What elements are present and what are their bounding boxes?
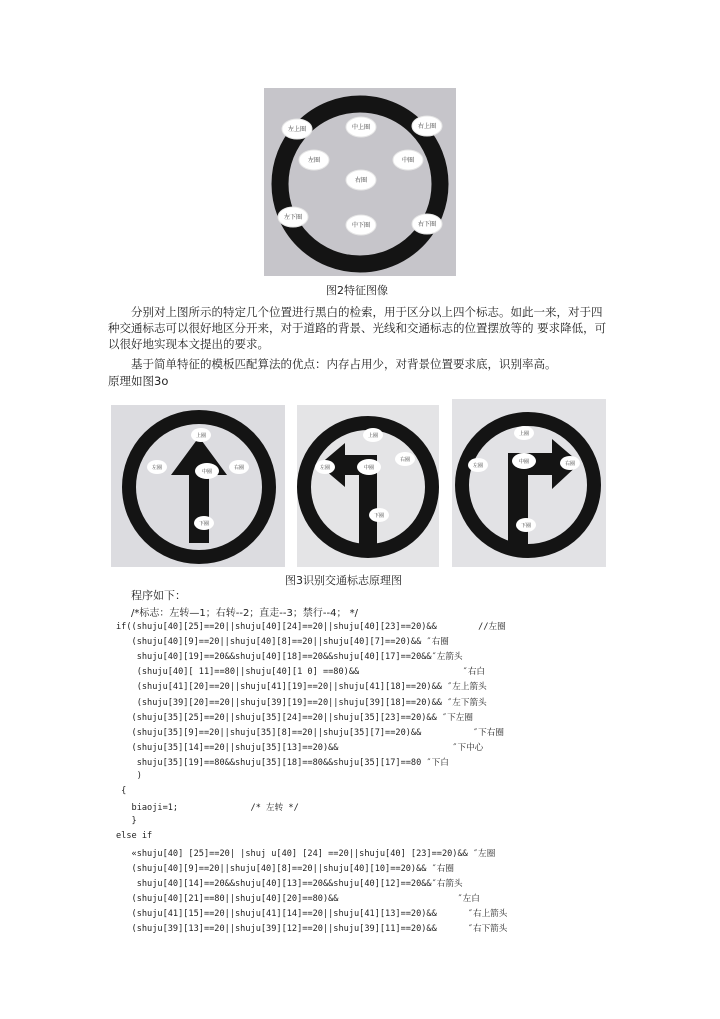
code-line: }	[116, 816, 137, 827]
figure-3-label: 右圈	[233, 465, 245, 471]
figure-3-label: 中圈	[201, 469, 213, 475]
code-line: (shuju[41][20]==20||shuju[41][19]==20||shuju[41][18]==20)&& ″左上箭头	[116, 682, 487, 693]
figure-3-caption: 图3识别交通标志原理图	[285, 574, 402, 587]
figure-2-label: 左上圈	[287, 126, 307, 133]
figure-3-label: 中圈	[363, 465, 375, 471]
code-line: (shuju[40][9]==20||shuju[40][8]==20||shuju[40][10]==20)&& ″右圈	[116, 863, 454, 874]
feature-sign-graphic	[264, 88, 456, 276]
code-line: (shuju[40][9]==20||shuju[40][8]==20||shuju[40][7]==20)&& ″右圈	[116, 637, 449, 648]
figure-3-label: 上圈	[518, 431, 530, 437]
code-line: shuju[40][19]==20&&shuju[40][18]==20&&shuju[40][17]==20&&″左箭头	[116, 652, 463, 663]
figure-3-label: 下圈	[198, 521, 210, 527]
code-line: else if	[116, 831, 153, 842]
code-line: (shuju[39][20]==20||shuju[39][19]==20||shuju[39][18]==20)&& ″左下箭头	[116, 697, 487, 708]
code-line: (shuju[40][21]==80||shuju[40][20]==80)&& ″左白	[116, 893, 480, 904]
code-line: shuju[40][14]==20&&shuju[40][13]==20&&shuju[40][12]==20&&″右箭头	[116, 878, 463, 889]
figure-3-label: 下圈	[520, 523, 532, 529]
figure-2-label: 中下圈	[351, 222, 371, 229]
code-line: shuju[35][19]==80&&shuju[35][18]==80&&shuju[35][17]==80 ″下白	[116, 757, 449, 768]
paragraph-3: 原理如图3o	[108, 374, 169, 388]
figure-3-label: 上圈	[195, 433, 207, 439]
figure-2-label: 左下圈	[283, 214, 303, 221]
code-line: {	[116, 786, 127, 797]
figure-3-label: 下圈	[373, 513, 385, 519]
figure-3-sign-left	[297, 405, 439, 567]
figure-2-label: 右下圈	[417, 221, 437, 228]
figure-2-caption: 图2特征图像	[326, 284, 388, 297]
code-line: (shuju[39][13]==20||shuju[39][12]==20||shuju[39][11]==20)&& ″右下箭头	[116, 924, 508, 934]
figure-3-label: 左圈	[151, 465, 163, 471]
figure-2-label: 右圈	[354, 177, 368, 184]
figure-3-label: 上圈	[367, 433, 379, 439]
figure-3-label: 右圈	[564, 461, 576, 467]
code-line: (shuju[35][9]==20||shuju[35][8]==20||shuju[35][7]==20)&& ″下右圈	[116, 727, 504, 738]
paragraph-1: 分别对上图所示的特定几个位置进行黑白的检索，用于区分以上四个标志。如此一来，对于四种交通标志可以很好地区分开来，对于道路的背景、光线和交通标志的位置摆放等的 要求降低，可以很好地实现本文提出的要求。	[108, 305, 607, 351]
figure-3-label: 左圈	[319, 465, 331, 471]
figure-2-label: 右上圈	[417, 123, 437, 130]
figure-3-sign-right	[452, 399, 606, 567]
figure-2-image	[264, 88, 456, 276]
figure-2-label: 中上圈	[351, 124, 371, 131]
code-line: (shuju[41][15]==20||shuju[41][14]==20||shuju[41][13]==20)&& ″右上箭头	[116, 908, 508, 919]
code-line: (shuju[35][14]==20||shuju[35][13]==20)&& ″下中心	[116, 742, 484, 753]
figure-3-label: 中圈	[518, 459, 530, 465]
code-line: (shuju[35][25]==20||shuju[35][24]==20||shuju[35][23]==20)&& ″下左圈	[116, 712, 473, 723]
figure-2-label: 中圈	[401, 157, 415, 164]
figure-3-sign-straight	[111, 405, 285, 567]
code-line: )	[116, 771, 142, 781]
figure-2-label: 左圈	[307, 157, 321, 164]
figure-3-label: 右圈	[399, 457, 411, 463]
code-line: if((shuju[40][25]==20||shuju[40][24]==20||shuju[40][23]==20)&& //左圈	[116, 622, 506, 632]
code-comment: /*标志：左转—1；右转--2；直走--3；禁行--4； */	[131, 608, 359, 619]
code-line: «shuju[40] [25]==20| |shuj u[40] [24] ==20||shuju[40] [23]==20)&& ″左圈	[116, 848, 496, 859]
paragraph-2: 基于简单特征的模板匹配算法的优点：内存占用少，对背景位置要求底，识别率高。	[131, 357, 557, 371]
code-line: biaoji=1; /* 左转 */	[116, 803, 299, 814]
figure-3-label: 左圈	[472, 463, 484, 469]
code-line: (shuju[40][ 11]==80||shuju[40][1 0] ==80)&& ″右白	[116, 667, 486, 678]
code-heading: 程序如下：	[131, 589, 186, 602]
